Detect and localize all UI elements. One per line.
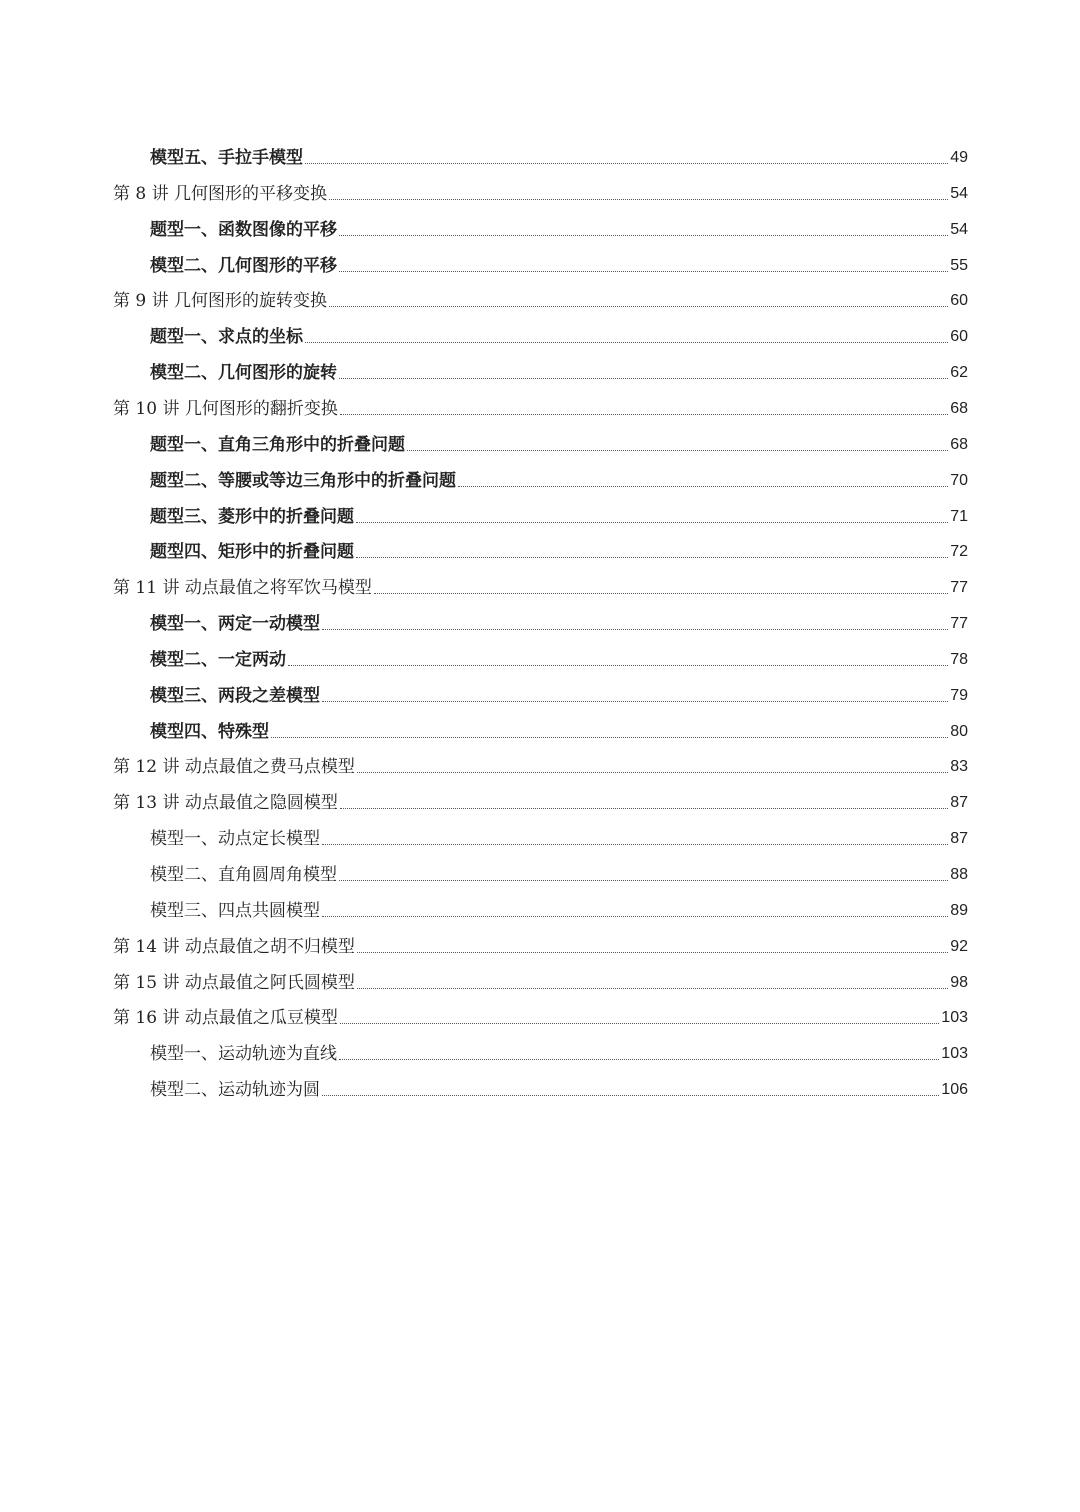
toc-page-number: 68 <box>950 399 968 417</box>
toc-section-entry[interactable] <box>150 426 968 456</box>
toc-entry-title: 模型二、几何图形的旋转 <box>150 363 337 384</box>
dot-leader <box>271 736 948 738</box>
toc-section-entry[interactable] <box>150 605 968 635</box>
toc-page-number: 77 <box>950 615 968 633</box>
toc-page-number: 87 <box>950 830 968 848</box>
toc-page-number: 70 <box>950 471 968 489</box>
toc-section-entry[interactable] <box>150 677 968 707</box>
dot-leader <box>357 771 948 773</box>
toc-entry-title: 模型二、运动轨迹为圆 <box>150 1080 320 1101</box>
toc-entry-title: 题型四、矩形中的折叠问题 <box>150 542 354 563</box>
toc-page-number: 98 <box>950 973 968 991</box>
toc-section-entry[interactable] <box>150 713 968 743</box>
toc-page-number: 62 <box>950 364 968 382</box>
dot-leader <box>340 413 948 415</box>
toc-section-entry[interactable] <box>150 641 968 671</box>
toc-entry-title: 题型一、函数图像的平移 <box>150 219 337 240</box>
dot-leader <box>357 951 948 953</box>
toc-section-entry[interactable] <box>150 820 968 850</box>
toc-chapter-entry[interactable] <box>113 748 968 778</box>
dot-leader <box>339 270 948 272</box>
toc-entry-title: 模型三、两段之差模型 <box>150 685 320 706</box>
toc-entry-title: 第 14 讲 动点最值之胡不归模型 <box>113 936 355 957</box>
dot-leader <box>322 843 948 845</box>
toc-page-number: 77 <box>950 579 968 597</box>
toc-entry-title: 第 15 讲 动点最值之阿氏圆模型 <box>113 972 355 993</box>
dot-leader <box>322 915 948 917</box>
dot-leader <box>322 700 948 702</box>
toc-chapter-entry[interactable] <box>113 175 968 205</box>
toc-section-entry[interactable] <box>150 318 968 348</box>
toc-chapter-entry[interactable] <box>113 928 968 958</box>
dot-leader <box>356 521 948 523</box>
toc-page-number: 71 <box>950 507 968 525</box>
toc-page-number: 103 <box>941 1045 968 1063</box>
toc-section-entry[interactable] <box>150 354 968 384</box>
dot-leader <box>339 1058 939 1060</box>
toc-page-number: 106 <box>941 1081 968 1099</box>
toc-page-number: 54 <box>950 220 968 238</box>
toc-section-entry[interactable] <box>150 498 968 528</box>
toc-page-number: 68 <box>950 435 968 453</box>
dot-leader <box>356 556 948 558</box>
dot-leader <box>305 341 948 343</box>
toc-chapter-entry[interactable] <box>113 569 968 599</box>
toc-entry-title: 第 11 讲 动点最值之将军饮马模型 <box>113 578 372 599</box>
toc-page-number: 92 <box>950 937 968 955</box>
toc-page-number: 80 <box>950 722 968 740</box>
toc-entry-title: 第 12 讲 动点最值之费马点模型 <box>113 757 355 778</box>
dot-leader <box>374 592 948 594</box>
toc-entry-title: 第 16 讲 动点最值之瓜豆模型 <box>113 1008 338 1029</box>
toc-page-number: 60 <box>950 292 968 310</box>
toc-entry-title: 题型一、求点的坐标 <box>150 327 303 348</box>
toc-page-number: 83 <box>950 758 968 776</box>
toc-page-number: 78 <box>950 650 968 668</box>
toc-entry-title: 模型五、手拉手模型 <box>150 148 303 168</box>
toc-chapter-entry[interactable] <box>113 999 968 1029</box>
dot-leader <box>288 664 948 666</box>
toc-entry-title: 第 9 讲 几何图形的旋转变换 <box>113 291 328 312</box>
dot-leader <box>458 485 948 487</box>
toc-page-number: 88 <box>950 866 968 883</box>
toc-entry-title: 模型二、一定两动 <box>150 649 286 670</box>
toc-page-number: 79 <box>950 686 968 704</box>
dot-leader <box>339 234 948 236</box>
toc-entry-title: 第 10 讲 几何图形的翻折变换 <box>113 398 338 419</box>
toc-page-number: 54 <box>950 184 968 202</box>
toc-page-number: 89 <box>950 901 968 919</box>
toc-entry-title: 模型一、两定一动模型 <box>150 614 320 635</box>
toc-entry-title: 模型一、运动轨迹为直线 <box>150 1044 337 1065</box>
toc-section-entry[interactable] <box>150 856 968 886</box>
toc-section-entry[interactable] <box>150 1035 968 1065</box>
dot-leader <box>357 987 948 989</box>
toc-page-number: 55 <box>950 256 968 274</box>
toc-entry-title: 题型二、等腰或等边三角形中的折叠问题 <box>150 470 456 491</box>
toc-chapter-entry[interactable] <box>113 964 968 994</box>
toc-page-number: 87 <box>950 794 968 812</box>
toc-entry-title: 模型二、直角圆周角模型 <box>150 865 337 885</box>
dot-leader <box>322 1094 939 1096</box>
toc-entry-title: 题型三、菱形中的折叠问题 <box>150 506 354 527</box>
toc-entry-title: 第 8 讲 几何图形的平移变换 <box>113 183 328 204</box>
toc-section-entry[interactable] <box>150 247 968 277</box>
toc-entry-title: 模型四、特殊型 <box>150 721 269 742</box>
toc-page-number: 103 <box>941 1009 968 1027</box>
toc-section-entry[interactable] <box>150 139 968 169</box>
toc-page-number: 49 <box>950 149 968 166</box>
toc-page-number: 60 <box>950 328 968 346</box>
dot-leader <box>339 879 948 881</box>
toc-entry-title: 模型一、动点定长模型 <box>150 829 320 850</box>
toc-section-entry[interactable] <box>150 533 968 563</box>
dot-leader <box>340 807 948 809</box>
toc-entry-title: 模型三、四点共圆模型 <box>150 900 320 921</box>
toc-section-entry[interactable] <box>150 462 968 492</box>
dot-leader <box>305 162 948 164</box>
dot-leader <box>329 198 948 200</box>
toc-page-number: 72 <box>950 543 968 561</box>
toc-section-entry[interactable] <box>150 1071 968 1101</box>
dot-leader <box>322 628 948 630</box>
toc-entry-title: 第 13 讲 动点最值之隐圆模型 <box>113 793 338 814</box>
toc-chapter-entry[interactable] <box>113 784 968 814</box>
dot-leader <box>339 377 948 379</box>
toc-section-entry[interactable] <box>150 892 968 922</box>
toc-section-entry[interactable] <box>150 211 968 241</box>
toc-entry-title: 题型一、直角三角形中的折叠问题 <box>150 434 405 455</box>
toc-entry-title: 模型二、几何图形的平移 <box>150 255 337 276</box>
dot-leader <box>329 305 948 307</box>
toc-chapter-entry[interactable] <box>113 282 968 312</box>
dot-leader <box>407 449 948 451</box>
toc-chapter-entry[interactable] <box>113 390 968 420</box>
dot-leader <box>340 1022 939 1024</box>
